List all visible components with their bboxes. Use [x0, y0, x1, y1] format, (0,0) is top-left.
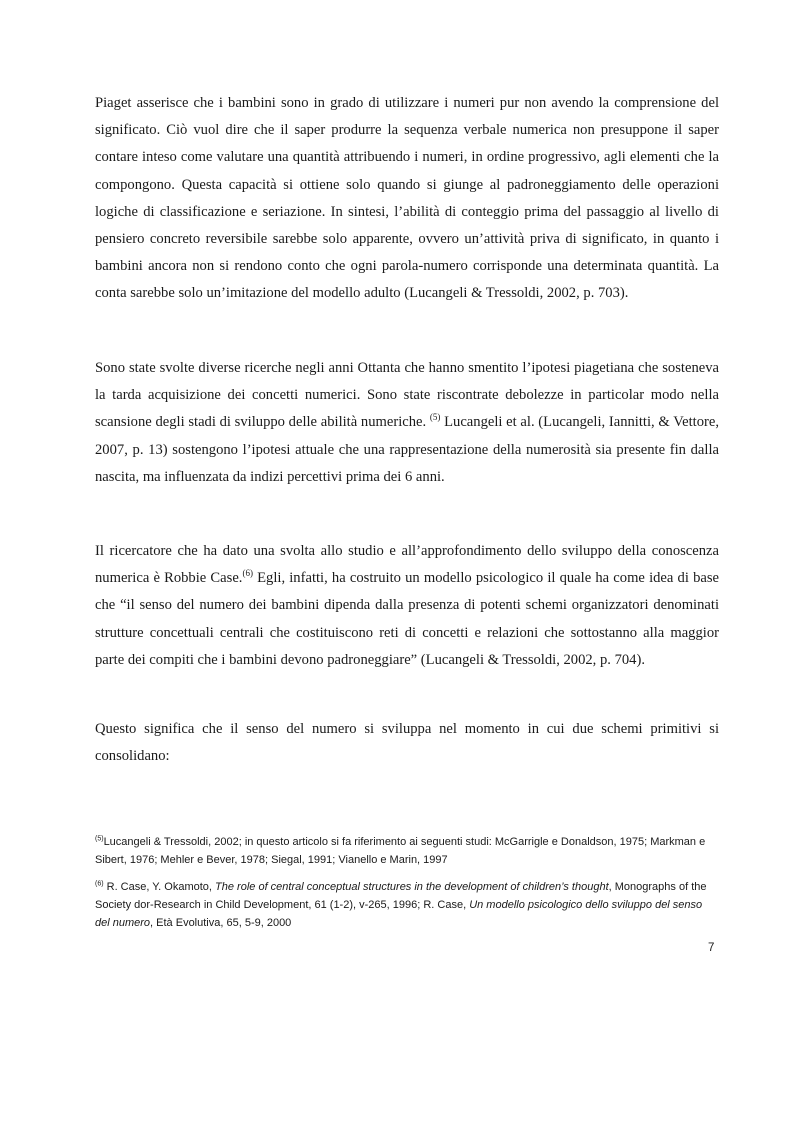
footnote-reference-6[interactable]: (6) — [242, 568, 253, 579]
footnotes — [95, 833, 719, 941]
paragraph-piaget: Piaget asserisce che i bambini sono in grado di utilizzare i numeri pur non avendo la comprensione del significato. Ciò vuol dire che il saper produrre la sequenza verbale numerica non presuppone il saper contare inteso come valutare una quantità attribuendo i numeri, in ordine progressivo, agli elementi che la compongono. Questa capacità si ottiene solo quando si giunge al padroneggiamento delle operazioni logiche di classificazione e seriazione. In sintesi, l’abilità di conteggio prima del passaggio al livello di pensiero concreto reversibile sarebbe solo apparente, ovvero un’attività priva di significato, in quanto i bambini ancora non si rendono conto che ogni parola-numero corrisponde una determinata quantità. La conta sarebbe solo un’imitazione del modello adulto (Lucangeli & Tressoldi, 2002, p. 703). — [95, 95, 719, 302]
paragraph-text: Sono state svolte diverse ricerche negli anni Ottanta che hanno smentito l’ipotesi piagetiana che sosteneva la tarda acquisizione dei concetti numerici. Sono state riscontrate debolezze in particolar modo nella scansione degli stadi di sviluppo delle abilità numeriche. — [95, 360, 719, 431]
footnote-title: Un modello psicologico dello sviluppo del senso del numero — [95, 899, 703, 929]
footnote-text: R. Case, Y. Okamoto, — [103, 881, 216, 893]
footnote-reference-5[interactable]: (5) — [429, 412, 441, 423]
footnote-text: , Età Evolutiva, 65, 5-9, 2000 — [150, 917, 292, 929]
footnote-text: , Monographs of the Society dor-Research in Child Development, 61 (1-2), v-265, 1996; R. Case, — [95, 881, 707, 911]
footnote-marker: (5) — [95, 835, 104, 843]
page-number: 7 — [708, 942, 715, 954]
paragraph-text: Il ricercatore che ha dato una svolta allo studio e all’approfondimento dello sviluppo della conoscenza numerica è Robbie Case. — [95, 543, 719, 587]
paragraph-text: Egli, infatti, ha costruito un modello psicologico il quale ha come idea di base che “il senso del numero dei bambini dipenda dalla presenza di potenti schemi organizzatori denominati strutture concettuali centrali che costituiscono reti di concetti e relazioni che sottostanno alla maggior parte dei compiti che i bambini devono padroneggiare” (Lucangeli & Tressoldi, 2002, p. 704). — [95, 570, 720, 668]
paragraph-research-eighties — [95, 355, 719, 491]
footnote-text: Lucangeli & Tressoldi, 2002; in questo articolo si fa riferimento ai seguenti studi: McGarrigle e Donaldson, 1975; Markman e Sibert, 1976; Mehler e Bever, 1978; Siegal, 1991; Vianello e Marin, 1997 — [95, 836, 706, 866]
footnote-marker: (6) — [95, 880, 104, 888]
footnote-5 — [95, 833, 719, 869]
paragraph-robbie-case — [95, 538, 719, 674]
footnote-6 — [95, 878, 719, 932]
paragraph-text: Lucangeli et al. (Lucangeli, Iannitti, & Vettore, 2007, p. 13) sostengono l’ipotesi attuale che una rappresentazione della numerosità sia presente fin dalla nascita, ma influenzata da indizi percettivi prima dei 6 anni. — [95, 414, 719, 485]
paragraph-number-sense: Questo significa che il senso del numero si sviluppa nel momento in cui due schemi primitivi si consolidano: — [95, 721, 719, 765]
footnote-title: The role of central conceptual structures in the development of children’s thought — [215, 881, 609, 893]
